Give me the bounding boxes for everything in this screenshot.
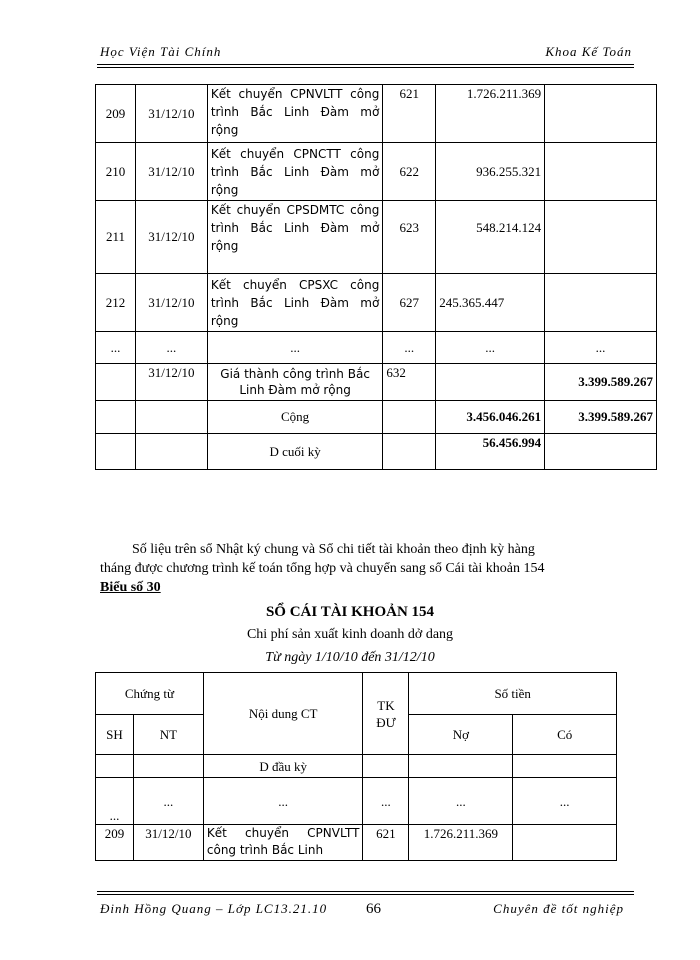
- body-paragraph: [100, 540, 635, 578]
- opening-label: D đầu kỳ: [203, 755, 363, 778]
- ledger-subtitle: Chi phí sản xuất kinh doanh dở dang: [246, 627, 454, 642]
- footer-author: Đinh Hồng Quang – Lớp LC13.21.10: [100, 901, 328, 916]
- closing-label: D cuối kỳ: [207, 434, 383, 470]
- cell-co: [513, 825, 617, 861]
- cell-desc: Giá thành công trình Bắc Linh Đàm mở rộng: [207, 364, 383, 401]
- cell-tk: 632: [383, 364, 436, 401]
- cell-tk: 622: [383, 143, 436, 201]
- footer-thesis: Chuyên đề tốt nghiệp: [493, 901, 624, 916]
- cell-co: [545, 274, 657, 332]
- cell-nt: 31/12/10: [135, 143, 207, 201]
- cell-ellipsis: ...: [409, 778, 513, 825]
- cell-sh: 209: [96, 825, 134, 861]
- table-row-gia-thanh: [96, 364, 657, 401]
- ledger-table: [95, 672, 617, 861]
- cell-sh: 209: [96, 85, 136, 143]
- table-row: [96, 274, 657, 332]
- paragraph-line-1: Số liệu trên sổ Nhật ký chung và Sổ chi tiết tài khoản theo định kỳ hàng: [132, 542, 535, 557]
- cell-ellipsis: ...: [96, 332, 136, 364]
- cell-desc: Kết chuyển CPSDMTC công trình Bắc Linh Đàm mở rộng: [207, 201, 383, 274]
- cell-tk: 621: [363, 825, 409, 861]
- cell-nt: 31/12/10: [135, 364, 207, 401]
- paragraph-line-2: tháng được chương trình kế toán tổng hợp và chuyển sang sổ Cái tài khoản 154: [100, 561, 545, 576]
- cell-nt: 31/12/10: [135, 201, 207, 274]
- cell-desc: Kết chuyển CPNVLTT công trình Bắc Linh Đàm mở rộng: [207, 85, 383, 143]
- table-row-closing: [96, 434, 657, 470]
- header-co: Có: [513, 715, 617, 755]
- cell-no: 1.726.211.369: [436, 85, 545, 143]
- cell-ellipsis: ...: [363, 778, 409, 825]
- cell-ellipsis: ...: [207, 332, 383, 364]
- cell-co: [545, 143, 657, 201]
- table-row: [96, 143, 657, 201]
- cell-ellipsis: ...: [436, 332, 545, 364]
- cell-ellipsis: ...: [133, 778, 203, 825]
- header-tk-du: TK ĐƯ: [363, 673, 409, 755]
- header-noi-dung: Nội dung CT: [203, 673, 363, 755]
- cell-nt: 31/12/10: [133, 825, 203, 861]
- cell-tk: 627: [383, 274, 436, 332]
- cell-sh: 210: [96, 143, 136, 201]
- page-number: 66: [366, 901, 381, 917]
- cell-ellipsis: ...: [135, 332, 207, 364]
- cell-sh: 212: [96, 274, 136, 332]
- journal-continuation-table: [95, 84, 657, 470]
- cell-ellipsis: ...: [203, 778, 363, 825]
- cell-co: 3.399.589.267: [545, 364, 657, 401]
- header-sh: SH: [96, 715, 134, 755]
- cell-tk: 623: [383, 201, 436, 274]
- cell-no: 548.214.124: [436, 201, 545, 274]
- ledger-date-range: Từ ngày 1/10/10 đến 31/12/10: [265, 650, 435, 665]
- header-so-tien: Số tiền: [409, 673, 617, 715]
- ledger-ellipsis-row: [96, 778, 617, 825]
- header-school: Học Viện Tài Chính: [100, 44, 222, 59]
- ledger-opening-row: [96, 755, 617, 778]
- ledger-header-row: [96, 673, 617, 715]
- table-row-total: [96, 401, 657, 434]
- footer-rule: [97, 891, 634, 895]
- cell-no: 245.365.447: [436, 274, 545, 332]
- cell-ellipsis: ...: [383, 332, 436, 364]
- closing-no: 56.456.994: [436, 434, 545, 470]
- header-no: Nợ: [409, 715, 513, 755]
- ledger-title: SỔ CÁI TÀI KHOẢN 154: [265, 604, 435, 620]
- cell-tk: 621: [383, 85, 436, 143]
- cell-desc: Kết chuyển CPNCTT công trình Bắc Linh Đàm mở rộng: [207, 143, 383, 201]
- cell-desc: Kết chuyển CPSXC công trình Bắc Linh Đàm mở rộng: [207, 274, 383, 332]
- total-label: Cộng: [207, 401, 383, 434]
- table-row: [96, 825, 617, 861]
- header-nt: NT: [133, 715, 203, 755]
- cell-co: [545, 85, 657, 143]
- table-row-ellipsis: [96, 332, 657, 364]
- header-rule: [97, 64, 634, 68]
- cell-ellipsis: ...: [96, 778, 134, 825]
- cell-desc: Kết chuyển CPNVLTT công trình Bắc Linh: [203, 825, 363, 861]
- cell-nt: 31/12/10: [135, 85, 207, 143]
- cell-co: [545, 201, 657, 274]
- table-row: [96, 85, 657, 143]
- cell-ellipsis: ...: [545, 332, 657, 364]
- total-no: 3.456.046.261: [436, 401, 545, 434]
- cell-no: 1.726.211.369: [409, 825, 513, 861]
- table-row: [96, 201, 657, 274]
- cell-ellipsis: ...: [513, 778, 617, 825]
- figure-label: Biểu số 30: [100, 580, 161, 595]
- header-chung-tu: Chứng từ: [96, 673, 204, 715]
- cell-sh: 211: [96, 201, 136, 274]
- total-co: 3.399.589.267: [545, 401, 657, 434]
- cell-nt: 31/12/10: [135, 274, 207, 332]
- cell-no: 936.255.321: [436, 143, 545, 201]
- header-faculty: Khoa Kế Toán: [545, 44, 632, 59]
